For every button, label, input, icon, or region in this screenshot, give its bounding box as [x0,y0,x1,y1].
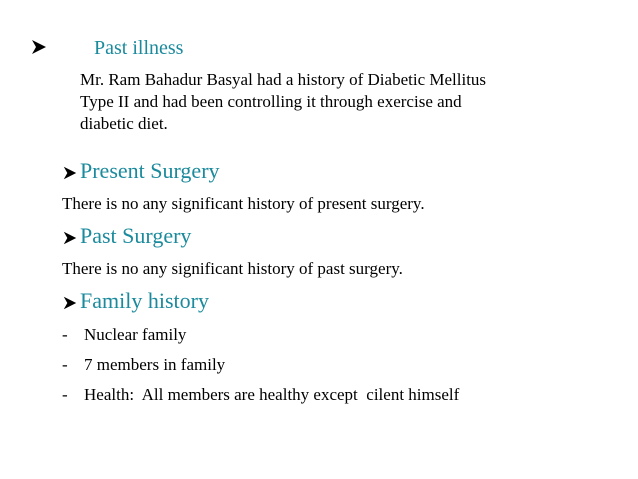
present-surgery-text: There is no any significant history of present surgery. [62,194,425,213]
arrow-bullet-icon [62,165,78,181]
list-item [62,384,459,406]
past-surgery-heading: Past Surgery [80,223,192,248]
family-history-heading-row [62,288,209,314]
arrow-bullet-icon [62,230,78,246]
arrow-bullet-icon [30,38,48,56]
family-history-heading: Family history [80,288,209,313]
family-history-item: Nuclear family [84,325,187,344]
dash-bullet: - [62,355,68,374]
family-history-item: Health: All members are healthy except cilent himself [84,385,460,404]
arrow-bullet-icon [62,295,78,311]
past-surgery-text: There is no any significant history of past surgery. [62,259,403,278]
past-illness-heading: Past illness [94,37,184,59]
dash-bullet: - [62,385,68,404]
present-surgery-heading-row [62,158,220,184]
past-surgery-heading-row [62,223,191,249]
past-illness-line: diabetic diet. [80,114,168,133]
list-item [62,354,225,376]
list-item [62,324,186,346]
past-illness-paragraph [80,69,600,135]
present-surgery-heading: Present Surgery [80,158,220,183]
family-history-item: 7 members in family [84,355,226,374]
past-illness-line: Mr. Ram Bahadur Basyal had a history of Diabetic Mellitus [80,70,487,89]
past-illness-line: Type II and had been controlling it through exercise and [80,92,462,111]
dash-bullet: - [62,325,68,344]
